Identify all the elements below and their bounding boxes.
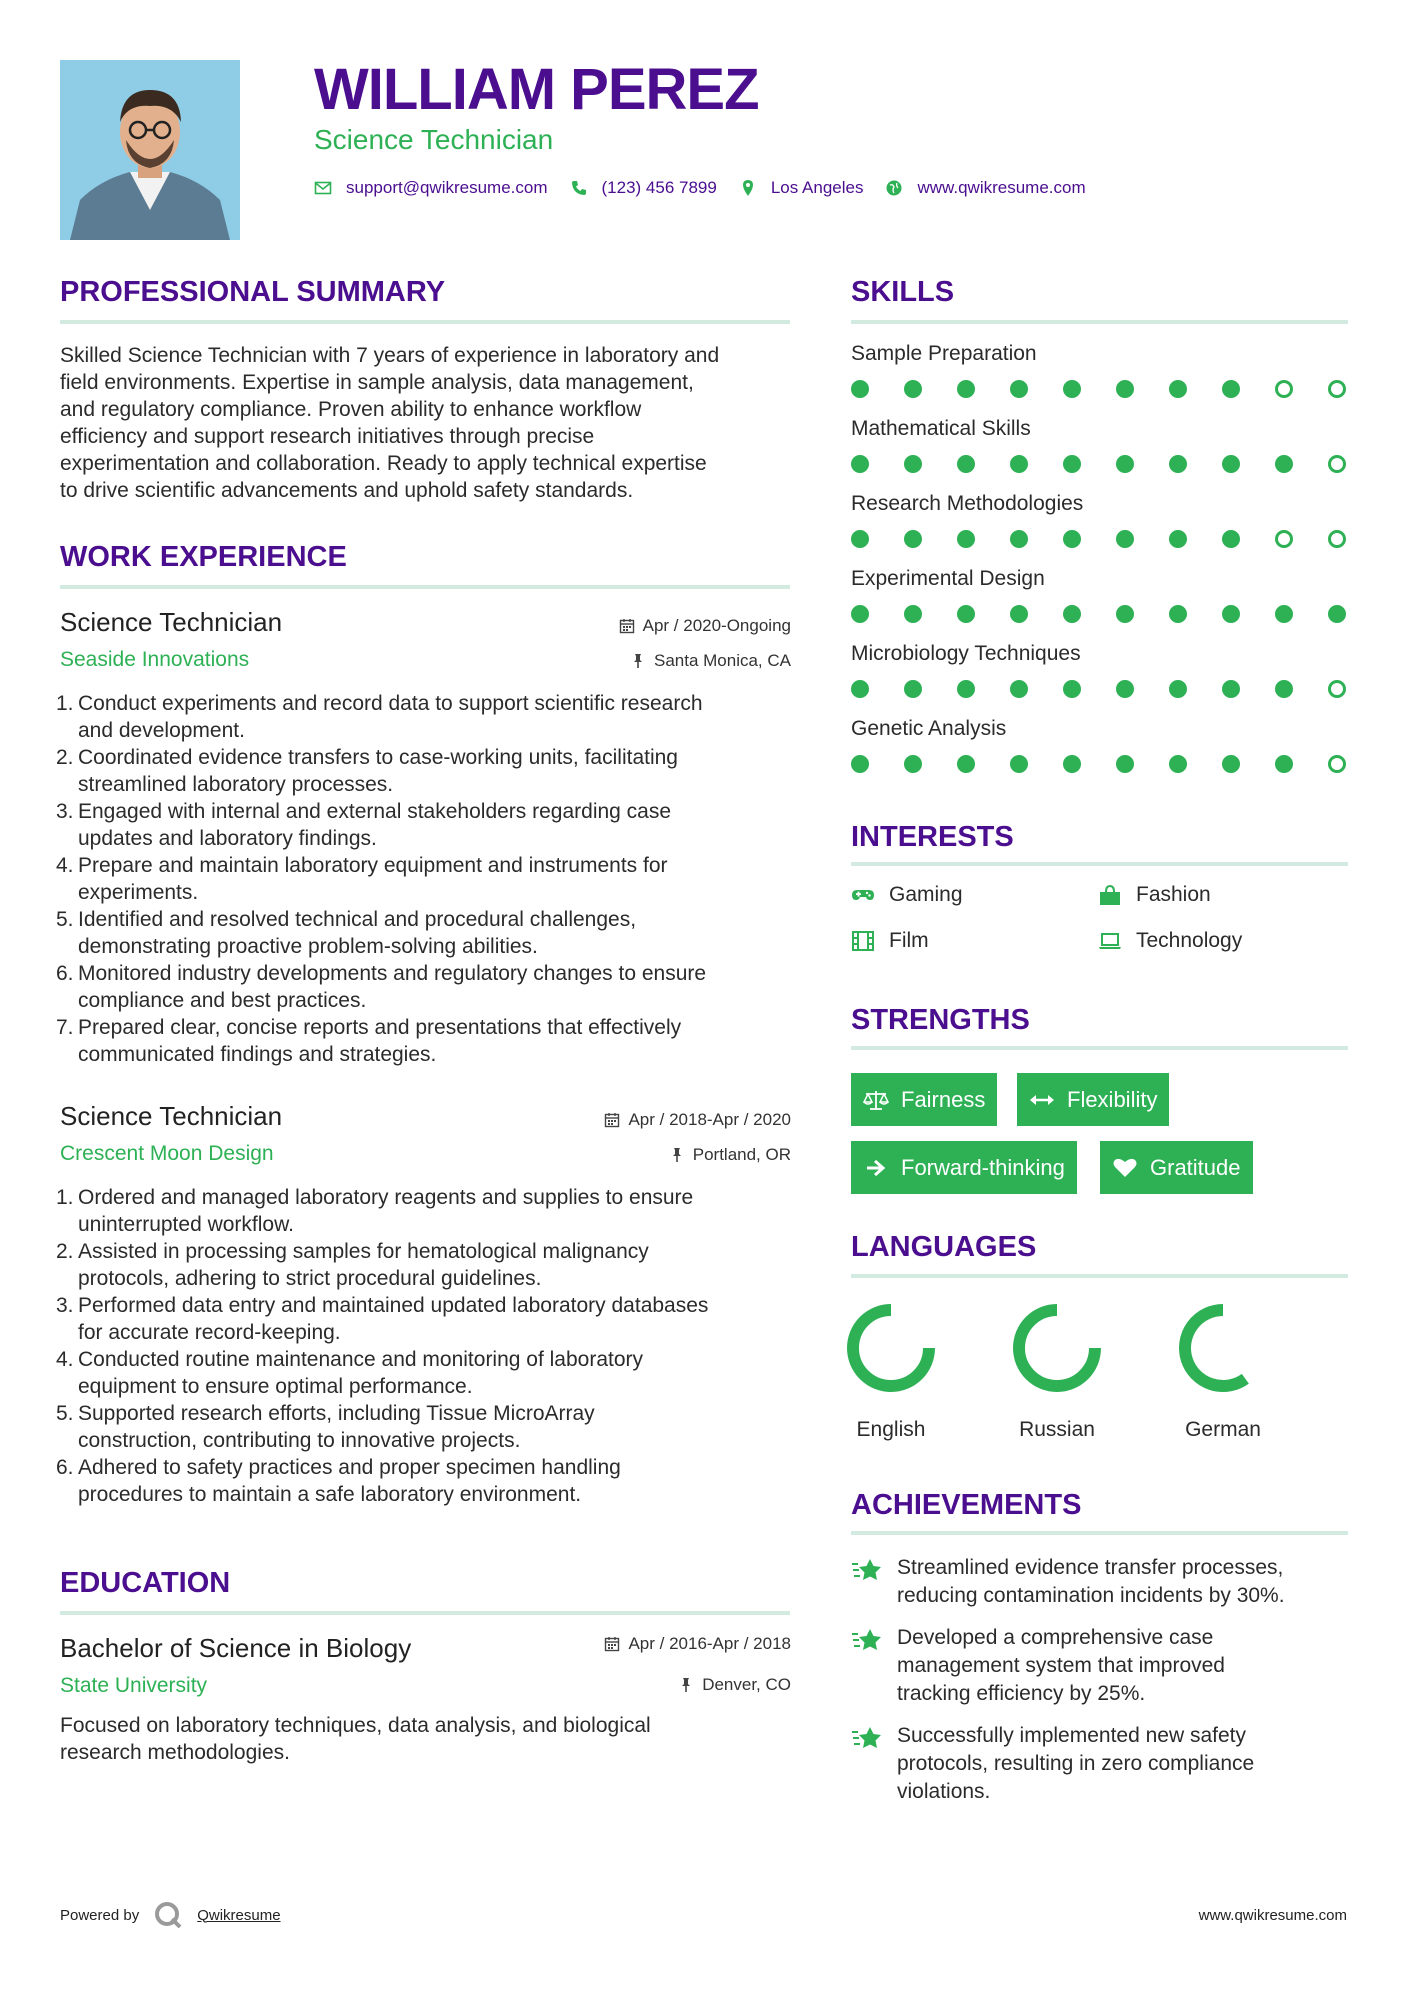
list-item: 4. Conducted routine maintenance and monitoring of laboratory equipment to ensure optimal performance. [60,1346,790,1400]
skill-name: Microbiology Techniques [851,642,1081,665]
rating-dot-filled [1169,455,1187,473]
skills-heading: SKILLS [851,276,955,308]
rating-dot-empty [1328,680,1346,698]
job-location-text: Santa Monica, CA [653,651,791,670]
job-location [669,1145,791,1165]
language-arc [1019,1310,1095,1386]
calendar-icon [604,1636,620,1652]
rating-dot-filled [1010,605,1028,623]
rating-dot-filled [1222,605,1240,623]
strength-badge-fairness [851,1073,997,1126]
laptop-icon [1098,930,1122,952]
skill-rating [851,680,1346,698]
website-text: www.qwikresume.com [917,178,1086,197]
shopping-bag-icon [1098,884,1122,906]
summary-line: Skilled Science Technician with 7 years of experience in laboratory and [60,344,720,367]
summary-line: to drive scientific advancements and uphold safety standards. [60,479,634,502]
school-name: State University [60,1674,208,1697]
company-name: Crescent Moon Design [60,1142,274,1165]
rating-dot-filled [1116,380,1134,398]
bullet-line: communicated findings and strategies. [78,1043,437,1066]
strength-badge-flexibility [1017,1073,1169,1126]
rating-dot-filled [904,605,922,623]
rating-dot-filled [957,380,975,398]
qwikresume-logo-icon [153,1900,183,1930]
achievement-line: Streamlined evidence transfer processes, [897,1556,1284,1579]
rating-dot-filled [1063,755,1081,773]
summary-line: efficiency and support research initiatives through precise [60,425,595,448]
skill-rating [851,380,1346,398]
interest-label: Technology [1136,929,1243,952]
rating-dot-filled [1116,605,1134,623]
achievement-text [897,1554,1285,1610]
rating-dot-filled [1010,755,1028,773]
rating-dot-filled [904,530,922,548]
rating-dot-filled [1010,380,1028,398]
achievements-heading: ACHIEVEMENTS [851,1489,1082,1521]
film-icon [851,930,875,952]
language-item [997,1300,1117,1442]
balance-scale-icon [863,1089,889,1111]
language-gauge [1175,1300,1271,1396]
rating-dot-filled [851,530,869,548]
bullet-line: Prepare and maintain laboratory equipment and instruments for [78,854,668,877]
summary-divider [60,320,790,324]
calendar-icon [604,1112,620,1128]
rating-dot-filled [957,530,975,548]
interests-divider [851,862,1348,866]
bullet-line: construction, contributing to innovative projects. [78,1429,521,1452]
calendar-icon [619,618,635,634]
experience-heading: WORK EXPERIENCE [60,541,347,573]
bullet-line: Adhered to safety practices and proper specimen handling [78,1456,621,1479]
strength-label: Flexibility [1067,1086,1158,1112]
achievement-item [851,1722,1341,1806]
bullet-line: procedures to maintain a safe laboratory environment. [78,1483,582,1506]
achievement-line: reducing contamination incidents by 30%. [897,1584,1285,1607]
interests-heading: INTERESTS [851,821,1014,853]
rating-dot-filled [1063,605,1081,623]
education-location [678,1675,791,1695]
pushpin-icon [678,1677,694,1693]
interest-label: Gaming [889,883,963,906]
rating-dot-empty [1275,380,1293,398]
skill-name: Sample Preparation [851,342,1037,365]
contact-location [739,178,864,198]
email-text: support@qwikresume.com [346,178,548,197]
rating-dot-filled [851,755,869,773]
strengths-divider [851,1046,1348,1050]
rating-dot-filled [1222,455,1240,473]
language-arc [853,1310,929,1386]
job-bullets [56,1184,790,1508]
bullet-line: Engaged with internal and external stakeholders regarding case [78,800,672,823]
contact-email[interactable] [314,178,548,198]
summary-heading: PROFESSIONAL SUMMARY [60,276,446,308]
education-line: Focused on laboratory techniques, data analysis, and biological [60,1714,651,1737]
rating-dot-empty [1328,380,1346,398]
skill-rating [851,605,1346,623]
bullet-line: Supported research efforts, including Tissue MicroArray [78,1402,595,1425]
bullet-line: protocols, adhering to strict procedural guidelines. [78,1267,542,1290]
avatar [60,60,240,240]
strength-label: Fairness [901,1086,986,1112]
rating-dot-filled [957,680,975,698]
list-item: 2. Assisted in processing samples for hematological malignancy protocols, adhering to strict procedural guidelines. [60,1238,790,1292]
interest-item-fashion [1098,883,1211,907]
achievement-text [897,1624,1225,1708]
achievement-item [851,1554,1341,1610]
rating-dot-empty [1328,755,1346,773]
powered-by-text: Powered by [60,1906,140,1924]
rating-dot-filled [1116,755,1134,773]
rating-dot-filled [957,455,975,473]
strength-label: Forward-thinking [901,1154,1065,1180]
list-item: 6. Adhered to safety practices and proper specimen handling procedures to maintain a safe laboratory environment. [60,1454,790,1508]
bullet-line: experiments. [78,881,199,904]
bullet-line: Prepared clear, concise reports and presentations that effectively [78,1016,682,1039]
bullet-line: and development. [78,719,245,742]
rating-dot-filled [851,680,869,698]
rating-dot-filled [1169,680,1187,698]
list-item: 1. Ordered and managed laboratory reagents and supplies to ensure uninterrupted workflow. [60,1184,790,1238]
bullet-line: Coordinated evidence transfers to case-working units, facilitating [78,746,678,769]
bullet-line: Monitored industry developments and regulatory changes to ensure [78,962,707,985]
contact-bar [314,178,1108,198]
rating-dot-empty [1328,530,1346,548]
interest-item-film [851,929,929,953]
rating-dot-filled [1275,755,1293,773]
languages-divider [851,1274,1348,1278]
star-icon [851,1556,883,1584]
interest-item-gaming [851,883,963,907]
degree-title: Bachelor of Science in Biology [60,1633,412,1663]
list-item: 7. Prepared clear, concise reports and presentations that effectively communicated findings and strategies. [60,1014,790,1068]
star-icon [851,1626,883,1654]
job-location-text: Portland, OR [692,1145,791,1164]
location-text: Los Angeles [770,178,864,197]
achievement-line: management system that improved [897,1654,1225,1677]
rating-dot-filled [851,380,869,398]
interest-label: Film [889,929,929,952]
brand-link[interactable]: Qwikresume [197,1906,281,1924]
envelope-icon [314,179,332,197]
summary-line: field environments. Expertise in sample analysis, data management, [60,371,694,394]
interest-item-technology [1098,929,1242,953]
gamepad-icon [851,884,875,906]
phone-text: (123) 456 7899 [601,178,717,197]
achievement-line: violations. [897,1780,991,1803]
language-name: Russian [1019,1418,1095,1441]
strength-badge-forward-thinking [851,1141,1077,1194]
rating-dot-filled [1063,455,1081,473]
skill-name: Research Methodologies [851,492,1084,515]
education-divider [60,1611,790,1615]
footer-website[interactable]: www.qwikresume.com [1198,1907,1347,1924]
experience-divider [60,585,790,589]
achievement-line: tracking efficiency by 25%. [897,1682,1146,1705]
map-marker-icon [739,179,757,197]
skills-divider [851,320,1348,324]
list-item: 4. Prepare and maintain laboratory equipment and instruments for experiments. [60,852,790,906]
rating-dot-filled [1222,755,1240,773]
bullet-line: Ordered and managed laboratory reagents and supplies to ensure [78,1186,694,1209]
language-arc [1185,1310,1245,1386]
education-heading: EDUCATION [60,1567,231,1599]
rating-dot-filled [904,680,922,698]
list-item: 3. Engaged with internal and external stakeholders regarding case updates and laboratory findings. [60,798,790,852]
summary-line: experimentation and collaboration. Ready to apply technical expertise [60,452,707,475]
rating-dot-filled [1063,380,1081,398]
arrow-right-icon [863,1157,889,1179]
bullet-line: Conduct experiments and record data to support scientific research [78,692,703,715]
arrows-horizontal-icon [1029,1089,1055,1111]
job-location [630,651,791,671]
rating-dot-filled [957,605,975,623]
rating-dot-filled [1222,680,1240,698]
achievement-item [851,1624,1341,1708]
strength-badge-gratitude [1100,1141,1253,1194]
list-item: 6. Monitored industry developments and regulatory changes to ensure compliance and best practices. [60,960,790,1014]
rating-dot-empty [1275,530,1293,548]
pushpin-icon [630,653,646,669]
contact-phone[interactable] [570,178,717,198]
list-item: 1. Conduct experiments and record data to support scientific research and development. [60,690,790,744]
education-location-text: Denver, CO [702,1675,791,1694]
rating-dot-filled [1063,680,1081,698]
candidate-role: Science Technician [314,124,554,155]
rating-dot-filled [1222,380,1240,398]
bullet-line: uninterrupted workflow. [78,1213,294,1236]
bullet-line: compliance and best practices. [78,989,367,1012]
job-title: Science Technician [60,1101,283,1131]
bullet-line: Conducted routine maintenance and monitoring of laboratory [78,1348,644,1371]
summary-line: and regulatory compliance. Proven ability to enhance workflow [60,398,642,421]
bullet-line: demonstrating proactive problem-solving abilities. [78,935,538,958]
rating-dot-filled [1010,455,1028,473]
job-title: Science Technician [60,607,283,637]
job-bullets [56,690,790,1068]
interest-label: Fashion [1136,883,1211,906]
job-dates-text: Apr / 2020-Ongoing [642,616,791,635]
bullet-line: for accurate record-keeping. [78,1321,341,1344]
skill-name: Genetic Analysis [851,717,1007,740]
strengths-heading: STRENGTHS [851,1004,1030,1036]
strength-label: Gratitude [1150,1154,1241,1180]
language-gauge [1009,1300,1105,1396]
rating-dot-filled [904,380,922,398]
rating-dot-filled [1116,530,1134,548]
rating-dot-filled [904,755,922,773]
contact-website[interactable] [885,178,1085,198]
footer-powered-by [60,1900,281,1930]
education-line: research methodologies. [60,1741,290,1764]
candidate-name: WILLIAM PEREZ [314,57,759,122]
achievement-line: Developed a comprehensive case [897,1626,1214,1649]
rating-dot-filled [851,455,869,473]
rating-dot-filled [1275,605,1293,623]
skill-name: Experimental Design [851,567,1045,590]
star-icon [851,1724,883,1752]
list-item: 5. Supported research efforts, including Tissue MicroArray construction, contributing to innovative projects. [60,1400,790,1454]
phone-icon [570,179,588,197]
skill-rating [851,455,1346,473]
list-item: 2. Coordinated evidence transfers to case-working units, facilitating streamlined laboratory processes. [60,744,790,798]
profile-photo [60,60,240,240]
rating-dot-filled [904,455,922,473]
pushpin-icon [669,1147,685,1163]
rating-dot-filled [1169,755,1187,773]
heart-icon [1112,1157,1138,1179]
education-dates [604,1634,791,1654]
skill-rating [851,755,1346,773]
list-item: 5. Identified and resolved technical and procedural challenges, demonstrating proactive problem-solving abilities. [60,906,790,960]
company-name: Seaside Innovations [60,648,250,671]
rating-dot-empty [1328,455,1346,473]
rating-dot-filled [957,755,975,773]
languages-heading: LANGUAGES [851,1231,1037,1263]
bullet-line: updates and laboratory findings. [78,827,377,850]
bullet-line: Performed data entry and maintained updated laboratory databases [78,1294,709,1317]
job-dates [619,616,791,636]
skill-name: Mathematical Skills [851,417,1031,440]
education-dates-text: Apr / 2016-Apr / 2018 [628,1634,791,1653]
bullet-line: equipment to ensure optimal performance. [78,1375,473,1398]
rating-dot-filled [1275,455,1293,473]
language-name: English [856,1418,926,1441]
rating-dot-filled [1063,530,1081,548]
language-gauge [843,1300,939,1396]
rating-dot-filled [1169,530,1187,548]
language-item [831,1300,951,1442]
achievement-line: Successfully implemented new safety [897,1724,1246,1747]
language-name: German [1185,1418,1261,1441]
bullet-line: Identified and resolved technical and procedural challenges, [78,908,637,931]
rating-dot-filled [1169,605,1187,623]
job-dates-text: Apr / 2018-Apr / 2020 [628,1110,791,1129]
language-item [1163,1300,1283,1442]
rating-dot-filled [1169,380,1187,398]
rating-dot-filled [1116,680,1134,698]
summary-text [60,342,800,504]
globe-icon [885,179,903,197]
bullet-line: streamlined laboratory processes. [78,773,394,796]
rating-dot-filled [851,605,869,623]
job-dates [604,1110,791,1130]
list-item: 3. Performed data entry and maintained updated laboratory databases for accurate record-keeping. [60,1292,790,1346]
achievement-text [897,1722,1254,1806]
rating-dot-filled [1116,455,1134,473]
achievement-line: protocols, resulting in zero compliance [897,1752,1255,1775]
achievements-divider [851,1531,1348,1535]
rating-dot-filled [1328,605,1346,623]
rating-dot-filled [1010,530,1028,548]
skill-rating [851,530,1346,548]
rating-dot-filled [1275,680,1293,698]
education-description [60,1712,790,1766]
bullet-line: Assisted in processing samples for hematological malignancy [78,1240,649,1263]
rating-dot-filled [1010,680,1028,698]
rating-dot-filled [1222,530,1240,548]
